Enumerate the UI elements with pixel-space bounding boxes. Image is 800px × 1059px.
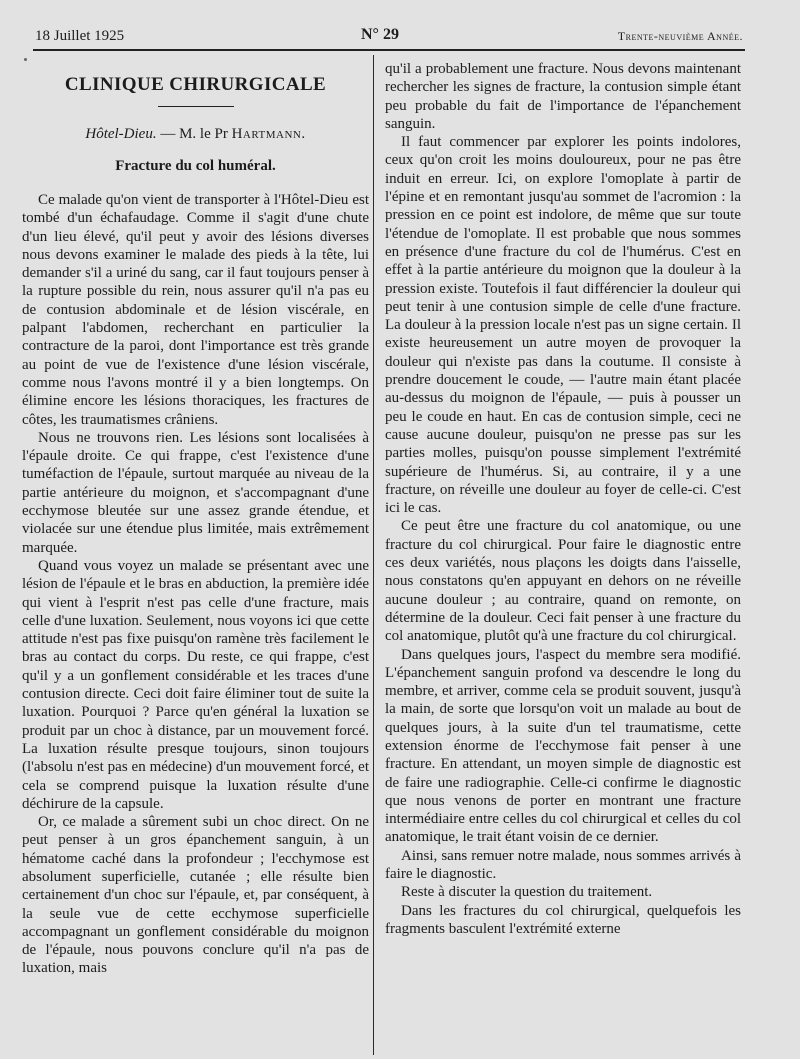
paragraph: Il faut commencer par explorer les points indolores, ceux qu'on croit les moins douloureux, pour ne pas être induit en erreur. Ici, on explore l'omoplate à partir de l'épine et en remontant jusqu'au sommet de l'acromion : la pression en ce point est indolore, de même que sur toute l'étendue de l'omoplate. Il est probable que nous sommes en présence d'une fracture du col de l'humérus. C'est en effet à la partie antérieure du moignon que la douleur à la pression existe. Toutefois il faut différencier la douleur qui peut tenir à une contusion simple de celle d'une fracture. La douleur à la pression locale n'est pas un signe certain. Il existe heureusement un autre moyen de provoquer la douleur qui n'existe pas dans la coutume. Il consiste à prendre doucement le coude, — l'autre main étant placée au-dessus du moignon de l'épaule, — puis à pousser un peu le coude en haut. En cas de contusion simple, ceci ne cause aucune douleur, puisqu'on ne presse pas sur les parties molles, puisqu'on pousse simplement l'extrémité supérieure de l'humérus. Si, au contraire, il y a une fracture, on réveille une douleur au foyer de celle-ci. C'est ici le cas. xyxy=(385,134,741,517)
paragraph: Or, ce malade a sûrement subi un choc direct. On ne peut penser à un gros épanchement sanguin, à un hématome caché dans la profondeur ; l'ecchymose est absolument superficielle, cutanée ; elle résulte bien certainement d'un choc sur l'épaule, et, par conséquent, à la seule vue de cette ecchymose superficielle accompagnant un gonflement considérable du moignon de l'épaule, nous pouvons conclure qu'il n'a pas de luxation, mais xyxy=(22,814,369,977)
paragraph: qu'il a probablement une fracture. Nous devons maintenant rechercher les signes de fracture, la contusion simple étant peu probable du fait de l'importance de l'épanchement sanguin. xyxy=(385,61,741,132)
lecture-place: Hôtel-Dieu. xyxy=(85,126,157,142)
page-header xyxy=(35,26,743,48)
paragraph: Nous ne trouvons rien. Les lésions sont localisées à l'épaule droite. Ce qui frappe, c'est l'existence d'une tuméfaction de l'épaule, surtout marquée au niveau de la partie antérieure du moignon, et s'accompagnant d'une ecchymose bleutée sur une assez grande étendue, et violacée sur une étendue plus limitée, mais extrêmement marquée. xyxy=(22,429,369,556)
lecturer-name: Hartmann. xyxy=(231,126,306,142)
paragraph: Ce peut être une fracture du col anatomique, ou une fracture du col chirurgical. Pour faire le diagnostic entre ces deux variétés, nous plaçons les doigts dans l'aisselle, nous constatons qu'en appuyant en dehors on ne réveille aucune douleur ; au contraire, quand on remonte, on détermine de la douleur. Ceci fait penser à une fracture du col anatomique, plutôt qu'à une fracture du col chirurgical. xyxy=(385,518,741,645)
issue-year: Trente-neuvième Année. xyxy=(617,29,743,43)
paragraph: Reste à discuter la question du traitement. xyxy=(401,884,653,901)
lecture-line xyxy=(22,125,369,143)
left-column xyxy=(22,60,369,978)
right-column xyxy=(385,60,741,938)
column-separator xyxy=(373,55,374,1055)
section-title: CLINIQUE CHIRURGICALE xyxy=(64,74,327,95)
issue-date: 18 Juillet 1925 xyxy=(35,28,125,44)
header-rule xyxy=(33,49,745,51)
paragraph: Ainsi, sans remuer notre malade, nous sommes arrivés à faire le diagnostic. xyxy=(385,847,741,883)
title-rule xyxy=(158,106,234,107)
paragraph: Quand vous voyez un malade se présentant avec une lésion de l'épaule et le bras en abduction, la première idée qui vient à l'esprit n'est pas celle d'une fracture, mais celle d'une luxation. Seulement, nous voyons ici que cette attitude n'est pas fixe puisqu'on ramène très facilement le bras au contact du corps. Du reste, ce qui frappe, c'est qu'il y a un gonflement considérable et les traces d'une contusion directe. Ceci doit faire éliminer tout de suite la luxation. Pourquoi ? Parce qu'en général la luxation se produit par un choc à distance, par un mouvement forcé. La luxation résulte presque toujours, sinon toujours (l'absolu n'est pas en médecine) d'un mouvement forcé, et cela se comprend puisque la luxation résulte d'une déchirure de la capsule. xyxy=(22,557,369,812)
scan-speck xyxy=(24,58,27,61)
issue-number: N° 29 xyxy=(361,26,399,43)
paragraph: Dans quelques jours, l'aspect du membre sera modifié. L'épanchement sanguin profond va descendre le long du membre, et arriver, comme cela se produit souvent, jusqu'à la main, de sorte que lorsqu'on voit un malade au bout de quelques jours, à la suite d'un tel traumatisme, cette extension énorme de l'ecchymose fait penser à une fracture. En attendant, un moyen simple de diagnostic est de faire une radiographie. Celle-ci confirme le diagnostic que nous venons de porter en montrant une fracture intermédiaire entre celles du col chirurgical et celles du col anatomique, le trait étant voisin de ce dernier. xyxy=(385,646,741,846)
paragraph: Ce malade qu'on vient de transporter à l'Hôtel-Dieu est tombé d'un échafaudage. Comme il s'agit d'une chute d'un lieu élevé, qu'il peut y avoir des lésions diverses nous devons examiner le malade des pieds à la tête, lui demander s'il a uriné du sang, car il faut toujours penser à la rupture possible du rein, nous assurer qu'il n'a pas eu de contusion abdominale et de lésion viscérale, en palpant l'abdomen, recherchant en particulier la contracture de la paroi, dont l'importance est très grande au point de vue de l'existence d'une lésion viscérale, comme nous l'avons montré il y a bien longtemps. On élimine encore les lésions thoraciques, les fractures de côtes, les traumatismes crâniens. xyxy=(22,192,369,428)
article-subtitle: Fracture du col huméral. xyxy=(115,158,276,174)
lecturer-prefix: — M. le Pr xyxy=(160,126,228,142)
paragraph: Dans les fractures du col chirurgical, quelquefois les fragments basculent l'extrémité externe xyxy=(385,902,741,937)
